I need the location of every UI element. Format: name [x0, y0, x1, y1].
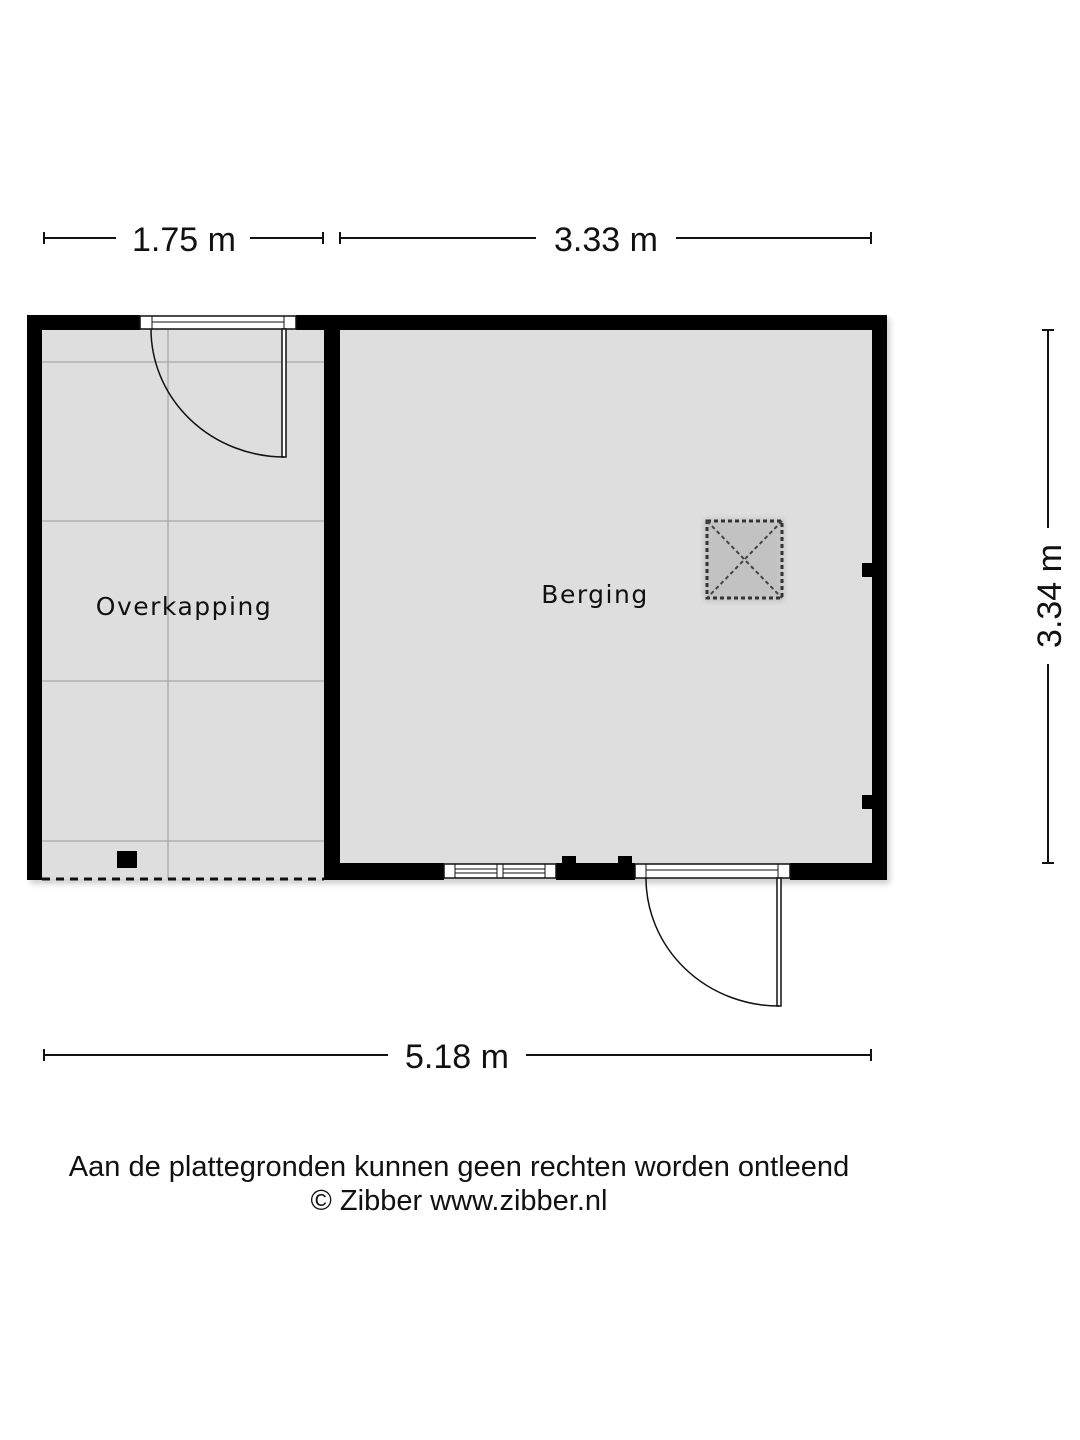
loft-hatch — [704, 519, 784, 601]
dimension-bottom — [44, 1038, 871, 1076]
dimension-right — [1031, 330, 1069, 863]
copyright-text: © Zibber www.zibber.nl — [310, 1185, 608, 1217]
dimension-label-right: 3.34 m — [1031, 544, 1069, 648]
room-label-overkapping: Overkapping — [95, 592, 273, 621]
dimension-top-left — [44, 221, 323, 259]
dimension-label-bottom: 5.18 m — [405, 1038, 509, 1076]
window-bottom — [444, 864, 556, 878]
post — [117, 851, 137, 868]
dimension-label-top-left: 1.75 m — [132, 221, 236, 259]
disclaimer-text: Aan de plattegronden kunnen geen rechten worden ontleend — [68, 1151, 850, 1183]
room-label-berging: Berging — [541, 580, 649, 609]
dimension-top-right — [340, 221, 871, 259]
dimension-label-top-right: 3.33 m — [554, 221, 658, 259]
door-bottom — [635, 864, 790, 1006]
